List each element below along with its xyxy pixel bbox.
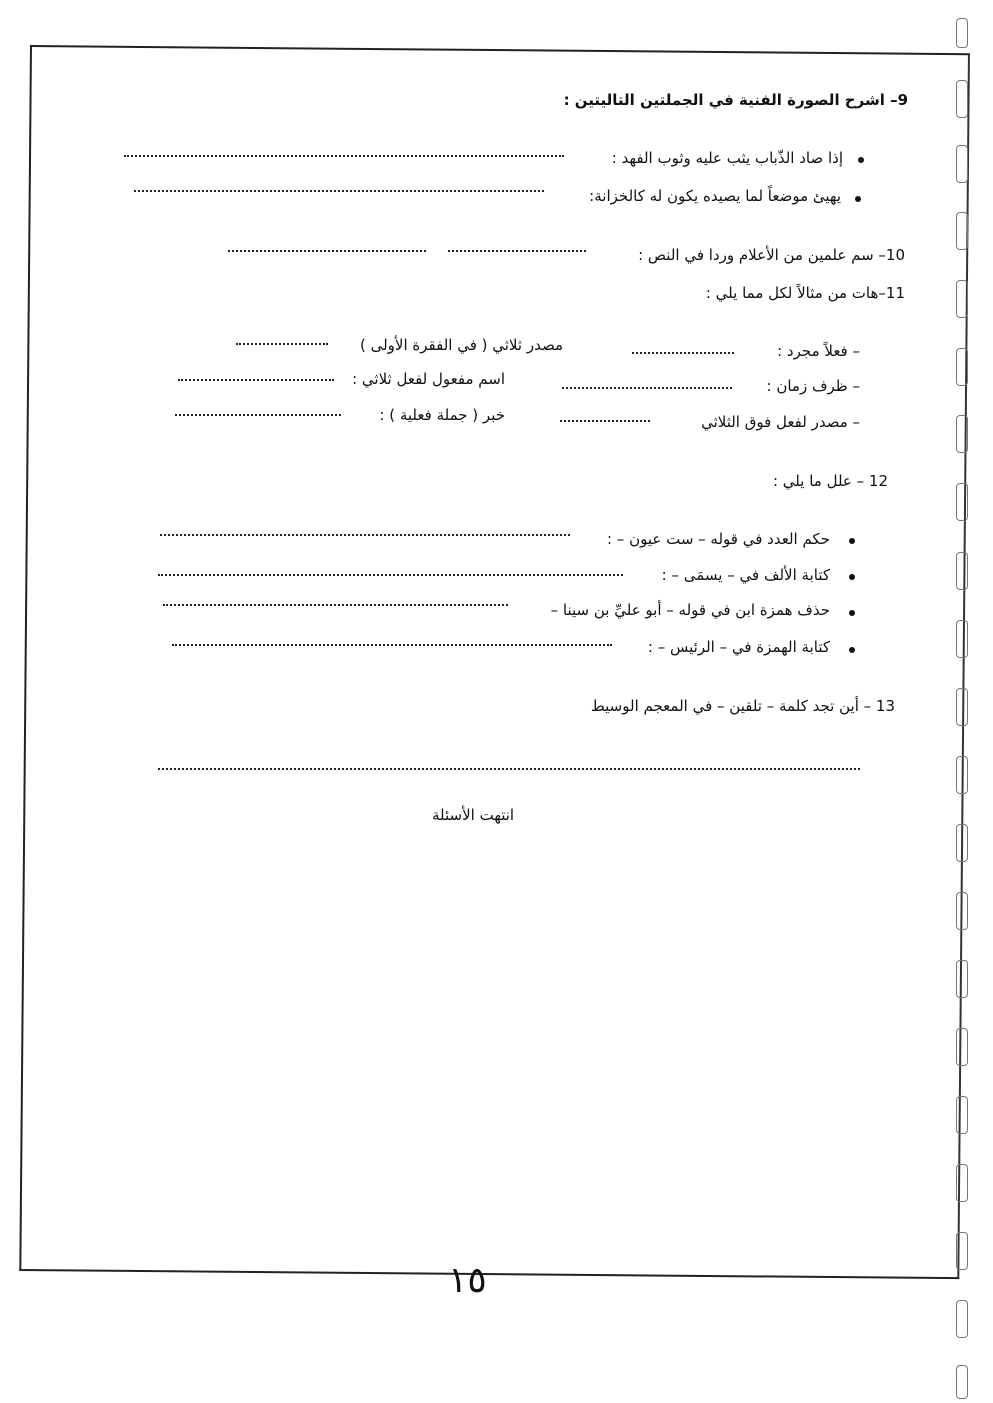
- question-11-item: مصدر ثلاثي ( في الفقرة الأولى ): [359, 336, 563, 354]
- binder-hole: [956, 1365, 968, 1399]
- bullet: [849, 574, 855, 580]
- answer-line: [134, 190, 544, 192]
- bullet: [849, 610, 855, 616]
- answer-line: [228, 250, 426, 252]
- question-9-item-1: إذا صاد الذّباب يثب عليه وثوب الفهد :: [611, 149, 843, 167]
- page-border: [19, 45, 970, 1279]
- answer-line: [158, 768, 860, 770]
- binder-hole: [956, 1232, 968, 1270]
- question-11-item: – ظرف زمان :: [766, 377, 860, 395]
- question-12-heading: 12 – علل ما يلي :: [772, 472, 888, 490]
- binder-hole: [956, 756, 968, 794]
- binder-hole: [956, 80, 968, 118]
- binder-hole: [956, 1164, 968, 1202]
- question-11-item: – فعلاً مجرد :: [777, 342, 860, 360]
- answer-line: [163, 604, 508, 606]
- answer-line: [560, 420, 650, 422]
- answer-line: [158, 574, 623, 576]
- answer-line: [175, 414, 341, 416]
- bullet: [849, 538, 855, 544]
- question-10: 10– سم علمين من الأعلام وردا في النص :: [638, 246, 905, 264]
- bullet: [855, 196, 861, 202]
- answer-line: [632, 352, 734, 354]
- binder-hole: [956, 620, 968, 658]
- page-number: ١٥: [448, 1260, 487, 1301]
- question-12-item-2: كتابة الألف في – يسمَى – :: [661, 566, 830, 584]
- binder-hole: [956, 892, 968, 930]
- binder-hole: [956, 18, 968, 48]
- binder-hole: [956, 415, 968, 453]
- binder-hole: [956, 145, 968, 183]
- question-11-item: اسم مفعول لفعل ثلاثي :: [352, 370, 505, 388]
- answer-line: [448, 250, 586, 252]
- question-9-item-2: يهيئ موضعاً لما يصيده يكون له كالخزانة:: [589, 187, 841, 205]
- question-9-heading: 9– اشرح الصورة الفنية في الجملتين التاليتين :: [563, 91, 908, 109]
- binder-hole: [956, 1300, 968, 1338]
- answer-line: [160, 534, 570, 536]
- binder-hole: [956, 824, 968, 862]
- bullet: [858, 157, 864, 163]
- question-11-item: – مصدر لفعل فوق الثلاثي: [701, 413, 860, 431]
- binder-hole: [956, 960, 968, 998]
- question-12-item-1: حكم العدد في قوله – ست عيون – :: [606, 530, 830, 548]
- answer-line: [178, 379, 334, 381]
- answer-line: [562, 387, 732, 389]
- question-12-item-3: حذف همزة ابن في قوله – أبو عليِّ بن سينا –: [550, 601, 830, 619]
- bullet: [849, 647, 855, 653]
- ending-text: انتهت الأسئلة: [432, 806, 515, 824]
- binder-hole: [956, 688, 968, 726]
- binder-hole: [956, 552, 968, 590]
- binder-hole: [956, 1028, 968, 1066]
- question-12-item-4: كتابة الهمزة في – الرئيس – :: [647, 638, 830, 656]
- binder-hole: [956, 212, 968, 250]
- binder-hole: [956, 483, 968, 521]
- question-11-item: خبر ( جملة فعلية ) :: [379, 406, 505, 424]
- answer-line: [172, 644, 612, 646]
- answer-line: [124, 155, 564, 157]
- question-13: 13 – أين تجد كلمة – تلقين – في المعجم الوسيط: [590, 697, 895, 715]
- question-11-heading: 11–هات من مثالاً لكل مما يلي :: [705, 284, 905, 302]
- binder-hole: [956, 1096, 968, 1134]
- answer-line: [236, 343, 328, 345]
- binder-hole: [956, 280, 968, 318]
- binder-hole: [956, 348, 968, 386]
